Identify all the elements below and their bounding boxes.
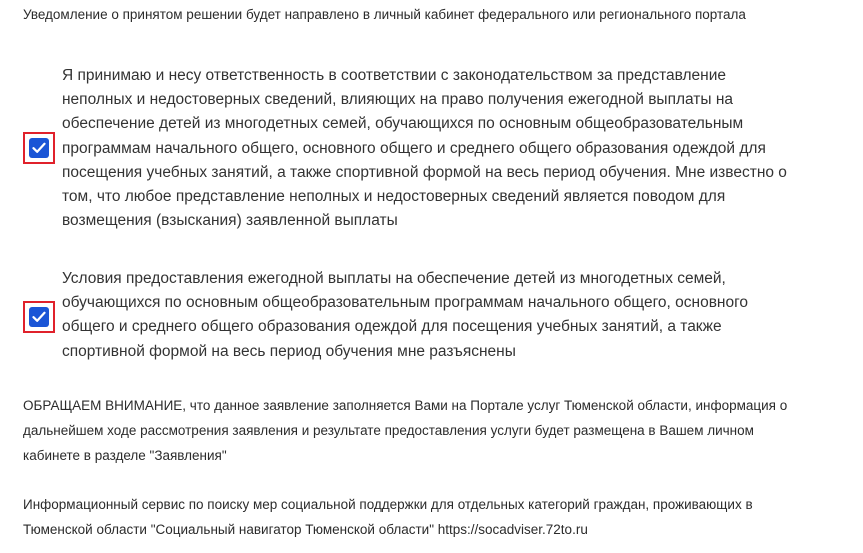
consent-text-line: возмещения (взыскания) заявленной выплаты bbox=[62, 212, 398, 230]
consent-text-line: Условия предоставления ежегодной выплаты на обеспечение детей из многодетных семей, bbox=[62, 270, 726, 287]
consent-text-line: общего и среднего общего образования одеждой для посещения учебных занятий, а также bbox=[62, 318, 722, 336]
consent-text-line: том, что любое представление неполных и недостоверных сведений является поводом для bbox=[62, 188, 726, 206]
attention-line: ОБРАЩАЕМ ВНИМАНИЕ, что данное заявление заполняется Вами на Портале услуг Тюменской области, информация о bbox=[23, 398, 788, 413]
consent-text-line: посещения учебных занятий, а также спортивной формой на весь период обучения. Мне известно о bbox=[62, 163, 787, 181]
consent-text-line: спортивной формой на весь период обучения мне разъяснены bbox=[62, 342, 516, 360]
checkmark-icon bbox=[32, 142, 46, 154]
consent-conditions bbox=[23, 267, 853, 367]
consent-responsibility bbox=[23, 64, 853, 236]
service-line: Тюменской области "Социальный навигатор Тюменской области" https://socadviser.72to.ru bbox=[23, 522, 588, 537]
consent-responsibility-checkbox[interactable] bbox=[29, 138, 49, 158]
consent-responsibility-text[interactable] bbox=[62, 64, 862, 233]
checkmark-icon bbox=[32, 311, 46, 323]
consent-conditions-text[interactable] bbox=[62, 267, 862, 364]
consent-conditions-checkbox-highlight[interactable] bbox=[23, 301, 55, 333]
consent-text-line: неполных и недостоверных сведений, влияющих на право получения ежегодной выплаты на bbox=[62, 91, 734, 109]
consent-text-line: программам начального общего, основного общего и среднего общего образования одеждой для bbox=[62, 139, 766, 157]
consent-responsibility-checkbox-highlight[interactable] bbox=[23, 132, 55, 164]
consent-text-line: Я принимаю и несу ответственность в соответствии с законодательством за представление bbox=[62, 67, 726, 84]
service-line: Информационный сервис по поиску мер социальной поддержки для отдельных категорий граждан, проживающих в bbox=[23, 497, 753, 512]
social-navigator-info bbox=[23, 492, 853, 542]
consent-conditions-checkbox[interactable] bbox=[29, 307, 49, 327]
consent-text-line: обеспечение детей из многодетных семей, обучающихся по основным общеобразовательным bbox=[62, 115, 744, 133]
consent-text-line: обучающихся по основным общеобразовательным программам начального общего, основного bbox=[62, 294, 749, 312]
attention-notice bbox=[23, 393, 853, 468]
notification-notice: Уведомление о принятом решении будет направлено в личный кабинет федерального или регионального портала bbox=[23, 7, 746, 22]
attention-line: дальнейшем ходе рассмотрения заявления и результате предоставления услуги будет размещена в Вашем личном bbox=[23, 423, 754, 438]
attention-line: кабинете в разделе "Заявления" bbox=[23, 448, 227, 463]
